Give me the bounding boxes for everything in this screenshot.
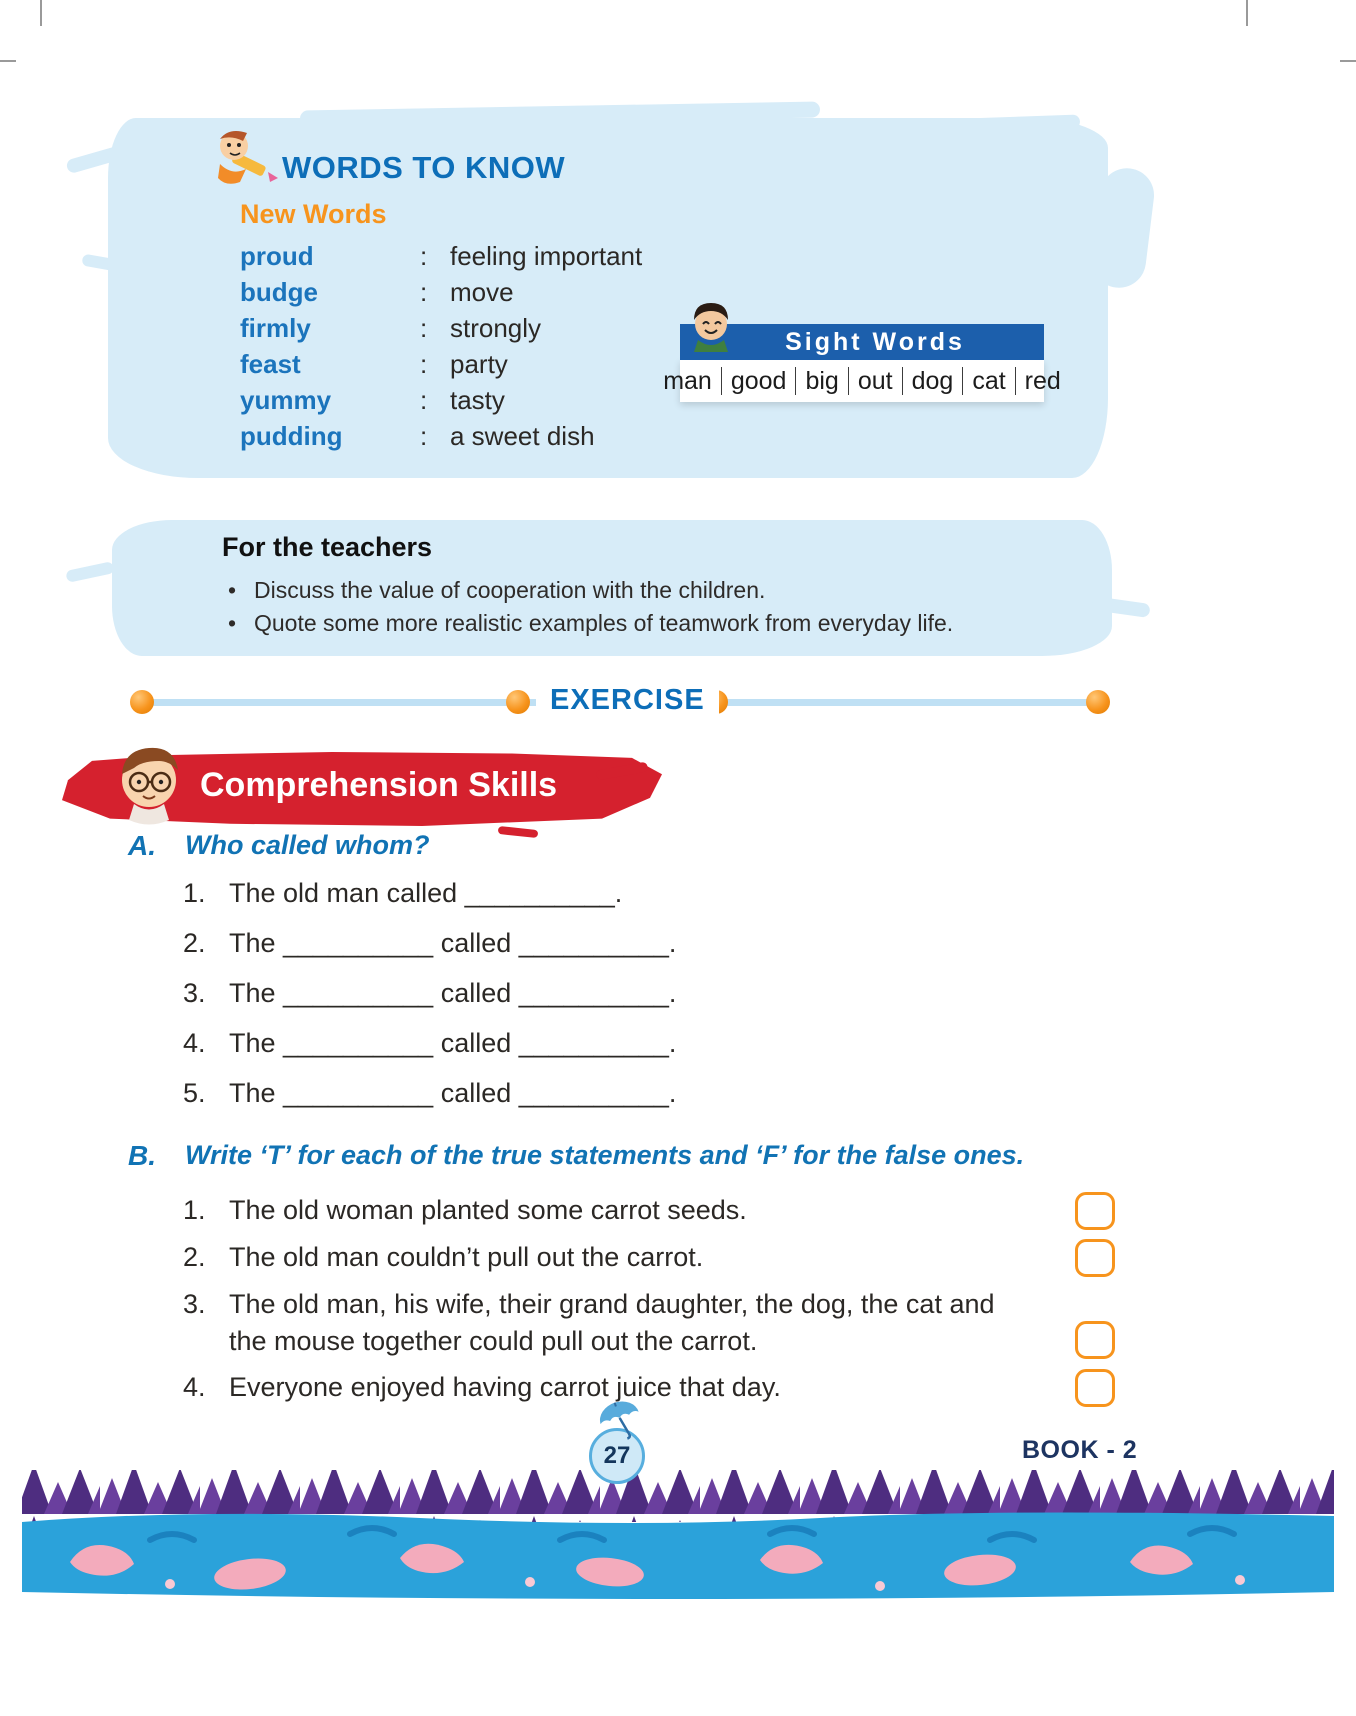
word-entry — [240, 310, 642, 346]
item-text: The old man called __________. — [229, 878, 623, 908]
book-label: BOOK - 2 — [1022, 1436, 1138, 1464]
item-number: 1. — [183, 1195, 206, 1225]
colon: : — [420, 312, 428, 343]
word-meaning: a sweet dish — [450, 420, 595, 451]
word-meaning: strongly — [450, 312, 542, 343]
sight-words-mascot-icon — [684, 298, 738, 356]
bullet-icon — [228, 574, 254, 607]
sight-word: man — [654, 367, 722, 395]
word-meaning: move — [450, 276, 514, 307]
word-entry — [240, 418, 642, 454]
teachers-note-bullets — [228, 574, 953, 640]
bullet-text: Quote some more realistic examples of teamwork from everyday life. — [254, 610, 954, 636]
words-to-know-title: WORDS TO KNOW — [282, 150, 566, 185]
question-item — [183, 1078, 676, 1128]
item-number: 5. — [183, 1078, 206, 1108]
bullet-icon — [228, 607, 254, 640]
bead-icon — [506, 690, 530, 714]
true-false-item — [183, 1286, 1115, 1360]
word: pudding — [240, 420, 343, 451]
sight-word: dog — [903, 367, 964, 395]
new-words-list — [240, 238, 642, 454]
bullet-text: Discuss the value of cooperation with the children. — [254, 577, 766, 603]
section-b-items — [183, 1192, 1115, 1416]
colon: : — [420, 420, 428, 451]
item-text: The __________ called __________. — [229, 928, 677, 958]
exercise-heading: EXERCISE — [536, 684, 719, 717]
word: yummy — [240, 384, 332, 415]
section-a-label: A. — [128, 830, 156, 861]
word: budge — [240, 276, 318, 307]
umbrella-icon — [596, 1400, 642, 1442]
word-entry — [240, 274, 642, 310]
bullet-item — [228, 607, 953, 640]
item-text: The __________ called __________. — [229, 1078, 677, 1108]
true-false-item — [183, 1192, 1115, 1230]
word: proud — [240, 240, 314, 271]
item-text: The __________ called __________. — [229, 978, 677, 1008]
section-a-items — [183, 878, 676, 1128]
item-text: Everyone enjoyed having carrot juice that day. — [229, 1372, 781, 1402]
bullet-item — [228, 574, 953, 607]
true-false-item — [183, 1239, 1115, 1277]
item-text: The old man couldn’t pull out the carrot. — [229, 1242, 704, 1272]
item-text: The old woman planted some carrot seeds. — [229, 1195, 747, 1225]
item-number: 4. — [183, 1028, 206, 1058]
colon: : — [420, 384, 428, 415]
teachers-note-title: For the teachers — [222, 532, 433, 562]
sight-words-box — [663, 324, 1061, 402]
colon: : — [420, 348, 428, 379]
item-number: 2. — [183, 928, 206, 958]
answer-box[interactable] — [1075, 1192, 1115, 1230]
answer-box[interactable] — [1075, 1321, 1115, 1359]
item-number: 4. — [183, 1372, 206, 1402]
item-number: 2. — [183, 1242, 206, 1272]
flying-kid-pencil-icon — [208, 126, 278, 190]
crop-mark — [40, 0, 42, 26]
sight-words-list — [663, 360, 1061, 402]
item-number: 3. — [183, 978, 206, 1008]
crop-mark — [0, 60, 16, 62]
sight-word: out — [849, 367, 903, 395]
colon: : — [420, 240, 428, 271]
brush-streak — [65, 561, 114, 583]
word-meaning: feeling important — [450, 240, 643, 271]
bead-icon — [1086, 690, 1110, 714]
sight-words-title: Sight Words — [785, 327, 965, 356]
new-words-subtitle: New Words — [240, 199, 387, 229]
word-entry — [240, 346, 642, 382]
word: firmly — [240, 312, 311, 343]
answer-box[interactable] — [1075, 1369, 1115, 1407]
item-number: 1. — [183, 878, 206, 908]
sight-word: good — [722, 367, 797, 395]
section-b-label: B. — [128, 1140, 156, 1171]
word-meaning: tasty — [450, 384, 505, 415]
sight-word: cat — [963, 367, 1015, 395]
page-number-badge: 27 — [589, 1428, 645, 1484]
answer-box[interactable] — [1075, 1239, 1115, 1277]
section-b-title: Write ‘T’ for each of the true statements and ‘F’ for the false ones. — [185, 1140, 1025, 1170]
question-item — [183, 1028, 676, 1078]
sight-word: red — [1024, 367, 1061, 395]
brush-splash — [498, 826, 539, 838]
question-item — [183, 928, 676, 978]
section-a-title: Who called whom? — [185, 830, 430, 860]
word-meaning: party — [450, 348, 508, 379]
word-entry — [240, 382, 642, 418]
bead-icon — [130, 690, 154, 714]
question-item — [183, 978, 676, 1028]
true-false-item — [183, 1369, 1115, 1407]
exercise-divider — [0, 682, 1356, 724]
item-text: The old man, his wife, their grand daughter, the dog, the cat and the mouse together could pull out the carrot. — [229, 1289, 995, 1356]
crop-mark — [1246, 0, 1248, 26]
word-entry — [240, 238, 642, 274]
comprehension-heading: Comprehension Skills — [200, 766, 558, 804]
word: feast — [240, 348, 301, 379]
footer-art — [0, 1462, 1356, 1612]
item-text: The __________ called __________. — [229, 1028, 677, 1058]
crop-mark — [1340, 60, 1356, 62]
sight-words-header — [680, 324, 1044, 360]
comprehension-mascot-icon — [104, 738, 194, 830]
colon: : — [420, 276, 428, 307]
item-number: 3. — [183, 1289, 206, 1319]
question-item — [183, 878, 676, 928]
sight-word: big — [796, 367, 848, 395]
